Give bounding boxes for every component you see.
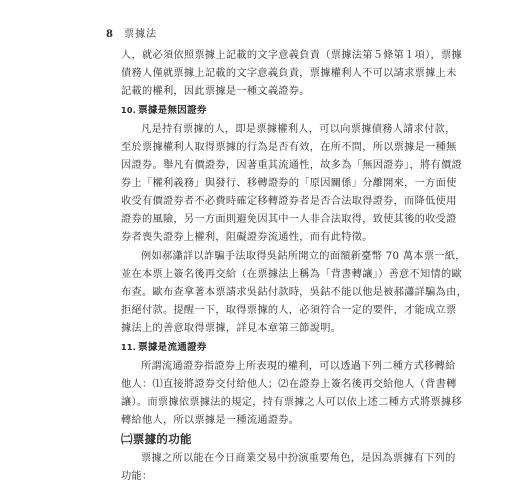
paragraph-line: 因證券。舉凡有價證券，因著重其流通性，故多為「無因證券」，將有價證: [121, 160, 462, 171]
paragraph-line: 讓）。而票據依票據法的規定，持有票據之人可以依上述二種方式將票據移: [121, 397, 462, 408]
paragraph-line: 票據之所以能在今日商業交易中扮演重要角色，是因為票據有下列的: [141, 453, 456, 464]
running-header: [106, 25, 157, 40]
subsection-number: 10.: [121, 106, 137, 115]
paragraph-line: 據法上的善意取得票據，詳見本章第三節說明。: [121, 323, 342, 334]
subsection-heading-10: [121, 104, 421, 118]
paragraph-line: 拒絕付款。提醒一下，取得票據的人，必須符合一定的要件，才能成立票: [121, 305, 457, 316]
paragraph-line: 凡是持有票據的人，即是票據權利人，可以向票據債務人請求付款，: [141, 124, 456, 135]
paragraph-line: 記載的權利，因此票據是一種文義證券。: [121, 86, 310, 97]
paragraph-line: 債務人僅就票據上記載的文字意義負責，票據權利人不可以請求票據上未: [121, 68, 457, 79]
section-heading: ㈡票據的功能: [121, 432, 192, 446]
subsection-number: 11.: [121, 343, 137, 352]
paragraph-line: 人，就必須依照票據上記載的文字意義負責（票據法第５條第１項），票據: [121, 50, 462, 61]
paragraph-line: 轉給他人，所以票據是一種流通證券。: [121, 415, 300, 426]
page-number: 8: [106, 29, 114, 40]
paragraph-line: 功能：: [121, 471, 153, 482]
paragraph-line: 至於票據權利人取得票據的行為是否有效，在所不問，所以票據是一種無: [121, 142, 457, 153]
paragraph-line: 券上「權利義務」與發行、移轉證券的「原因關係」分離開來，一方面使: [121, 178, 457, 189]
paragraph-line: 布查。歐布查拿著本票請求吳鈷付款時，吳鈷不能以他是被郝瀟詳騙為由，: [121, 287, 468, 298]
paragraph-line: 他人：⑴直接將證券交付給他人；⑵在證券上簽名後再交給他人（背書轉: [121, 379, 457, 390]
paragraph-line: 券者喪失證券上權利，阻礙證券流通性，而有此特徵。: [121, 232, 373, 243]
subsection-heading-11: [121, 341, 421, 355]
subsection-title: 票據是流通證券: [138, 342, 207, 353]
paragraph-line: 證券的風險，另一方面則避免因其中一人非合法取得，致使其後的收受證: [121, 214, 457, 225]
subsection-title: 票據是無因證券: [138, 105, 207, 116]
paragraph-line: 收受有價證券者不必費時確定移轉證券者是否合法取得證券，而降低使用: [121, 196, 457, 207]
paragraph-line: 例如郝瀟詳以詐騙手法取得吳鈷所開立的面額新臺幣 70 萬本票一紙，: [141, 251, 466, 262]
paragraph-line: 所謂流通證券指證券上所表現的權利，可以透過下列二種方式移轉給: [141, 361, 456, 372]
paragraph-line: 並在本票上簽名後再交給（在票據法上稱為「背書轉讓」）善意不知情的歐: [121, 269, 462, 280]
book-title: 票據法: [124, 29, 158, 40]
